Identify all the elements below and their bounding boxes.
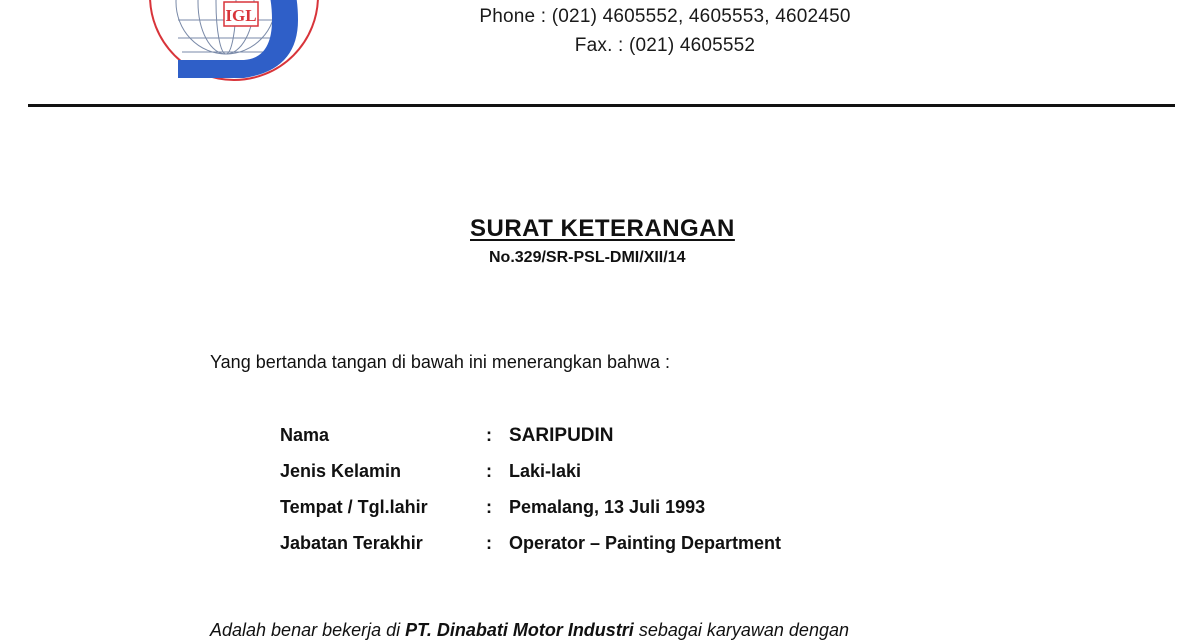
field-label: Tempat / Tgl.lahir xyxy=(280,497,428,517)
field-value: Operator – Painting Department xyxy=(509,533,782,553)
logo-text: IGL xyxy=(225,6,257,25)
document-number: No.329/SR-PSL-DMI/XII/14 xyxy=(489,249,686,266)
header-divider xyxy=(28,104,1175,107)
closing-paragraph xyxy=(210,620,849,641)
field-value: SARIPUDIN xyxy=(509,425,614,446)
company-name: PT. Dinabati Motor Industri xyxy=(405,620,634,640)
field-label: Jenis Kelamin xyxy=(280,461,402,481)
field-colon: : xyxy=(486,533,492,553)
field-colon: : xyxy=(486,497,492,517)
field-value: Pemalang, 13 Juli 1993 xyxy=(509,497,706,517)
field-label: Nama xyxy=(280,425,330,445)
header-phone: Phone : (021) 4605552, 4605553, 4602450 xyxy=(479,6,851,27)
closing-text-start: Adalah benar bekerja di xyxy=(210,620,401,640)
field-colon: : xyxy=(486,461,492,481)
field-colon: : xyxy=(486,425,492,445)
closing-text-end: sebagai karyawan dengan xyxy=(638,620,849,640)
company-logo xyxy=(148,0,320,82)
field-label: Jabatan Terakhir xyxy=(280,533,423,553)
intro-text: Yang bertanda tangan di bawah ini menerangkan bahwa : xyxy=(210,352,671,372)
document-title: SURAT KETERANGAN xyxy=(470,215,735,242)
field-value: Laki-laki xyxy=(509,461,582,481)
header-fax: Fax. : (021) 4605552 xyxy=(574,35,756,56)
